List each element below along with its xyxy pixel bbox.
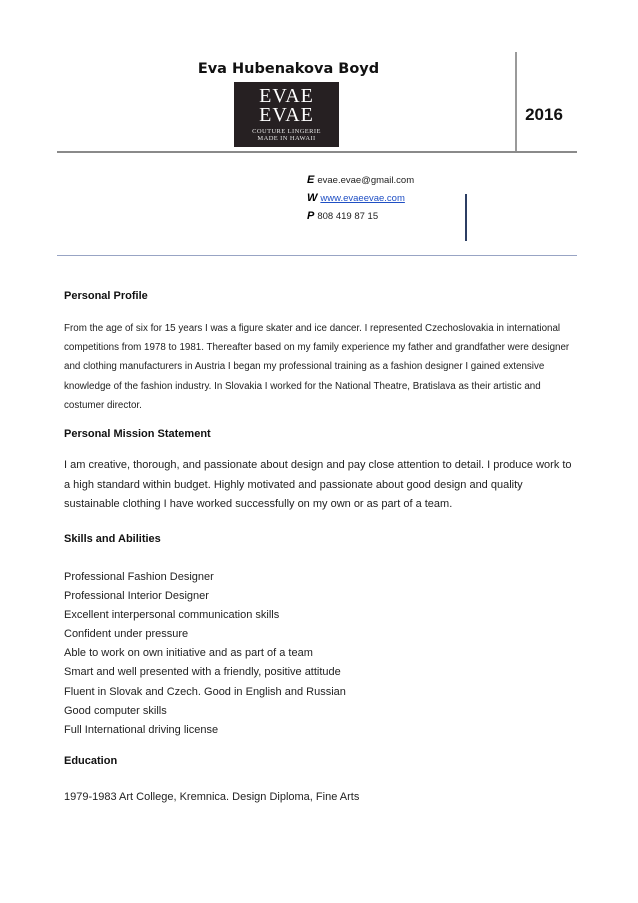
email-value: evae.evae@gmail.com [317,175,415,186]
section-title-education: Education [64,755,118,767]
mission-text: I am creative, thorough, and passionate about design and pay close attention to detail. I produce work to a high standard within budget. Highly motivated and passionate about good design and quality sustainable clothing I have worked successfully on my own or as part of a team. [64,459,572,510]
person-name: Eva Hubenakova Boyd [197,61,380,77]
header-vertical-divider [515,52,517,152]
contact-phone [307,210,378,222]
contact-divider [57,255,577,256]
logo-line-1: EVAE [259,85,314,107]
list-item: Fluent in Slovak and Czech. Good in English and Russian [64,685,346,698]
list-item: Able to work on own initiative and as part of a team [64,647,313,660]
contact-website [307,192,405,204]
list-item: Professional Fashion Designer [64,571,214,583]
list-item: Smart and well presented with a friendly, positive attitude [64,666,341,679]
section-title-skills: Skills and Abilities [64,533,161,545]
website-key: W [307,192,318,204]
document-year: 2016 [525,105,563,124]
phone-key: P [307,210,315,222]
website-link[interactable]: www.evaeevae.com [320,193,405,204]
logo-tagline-1: COUTURE LINGERIE [252,128,321,135]
skills-list [64,568,346,740]
logo-tagline-2: MADE IN HAWAII [257,135,316,142]
header-divider [57,151,577,153]
list-item: Good computer skills [64,704,167,717]
profile-text: From the age of six for 15 years I was a figure skater and ice dancer. I represented Czechoslovakia in international competitions from 1978 to 1981. Thereafter based on my family experience my father and grandfather were designer and clothing manufacturers in Austria I began my professional training as a fashion designer I gained extensive knowledge of the fashion industry. In Slovakia I worked for the National Theatre, Bratislava as their artistic and costumer director. [64,323,570,411]
section-title-mission: Personal Mission Statement [64,428,211,440]
education-entry: 1979-1983 Art College, Kremnica. Design Diploma, Fine Arts [64,791,360,803]
brand-logo [234,82,339,147]
list-item: Excellent interpersonal communication skills [64,609,280,622]
contact-vertical-divider [465,194,467,241]
section-title-profile: Personal Profile [64,290,148,302]
contact-email [307,174,414,186]
email-key: E [307,174,315,186]
logo-line-2: EVAE [259,104,314,126]
phone-value: 808 419 87 15 [317,211,379,222]
list-item: Professional Interior Designer [64,590,209,603]
list-item: Confident under pressure [64,628,189,641]
list-item: Full International driving license [64,723,219,736]
